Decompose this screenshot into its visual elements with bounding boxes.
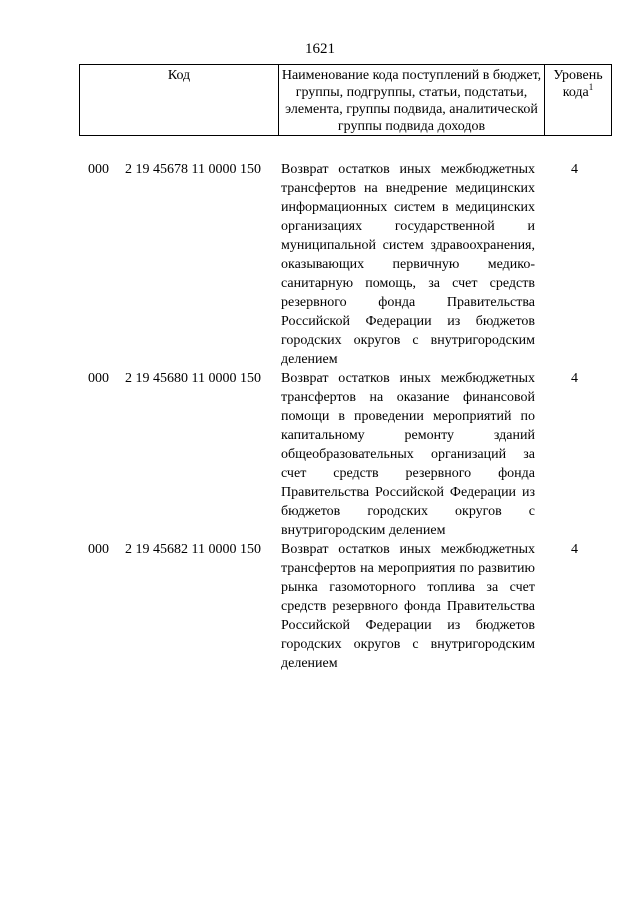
table-header	[79, 64, 612, 136]
header-level-footnote: 1	[588, 82, 594, 92]
row-level: 4	[571, 371, 578, 386]
row-level: 4	[571, 162, 578, 177]
page-number: 1621	[305, 41, 335, 57]
table-row	[0, 160, 640, 369]
header-name: Наименование кода поступлений в бюджет, группы, подгруппы, статьи, подстатьи, элемента, группы подвида, аналитической группы подвида доходов	[279, 65, 545, 135]
table-body	[0, 160, 640, 673]
row-name: Возврат остатков иных межбюджетных трансфертов на внедрение медицинских информационных систем в медицинских организациях государственной и муниципальной систем здравоохранения, оказывающих первичную медико-санитарную помощь, за счет средств резервного фонда Правительства Российской Федерации из бюджетов городских округов с внутригородским делением	[281, 162, 535, 367]
row-income-code: 2 19 45682 11 0000 150	[125, 542, 261, 557]
table-row	[0, 369, 640, 540]
header-code: Код	[80, 65, 279, 135]
row-admin-code: 000	[88, 162, 109, 177]
row-level: 4	[571, 542, 578, 557]
header-level-label: Уровень кода	[553, 68, 603, 100]
header-level	[545, 65, 611, 135]
row-name: Возврат остатков иных межбюджетных трансфертов на оказание финансовой помощи в проведении мероприятий по капитальному ремонту зданий общеобразовательных организаций за счет средств резервного фонда Правительства Российской Федерации из бюджетов городских округов с внутригородским делением	[281, 371, 535, 538]
row-admin-code: 000	[88, 542, 109, 557]
row-income-code: 2 19 45678 11 0000 150	[125, 162, 261, 177]
row-name: Возврат остатков иных межбюджетных трансфертов на мероприятия по развитию рынка газомоторного топлива за счет средств резервного фонда Правительства Российской Федерации из бюджетов городских округов с внутригородским делением	[281, 542, 535, 671]
table-row	[0, 540, 640, 673]
row-admin-code: 000	[88, 371, 109, 386]
row-income-code: 2 19 45680 11 0000 150	[125, 371, 261, 386]
